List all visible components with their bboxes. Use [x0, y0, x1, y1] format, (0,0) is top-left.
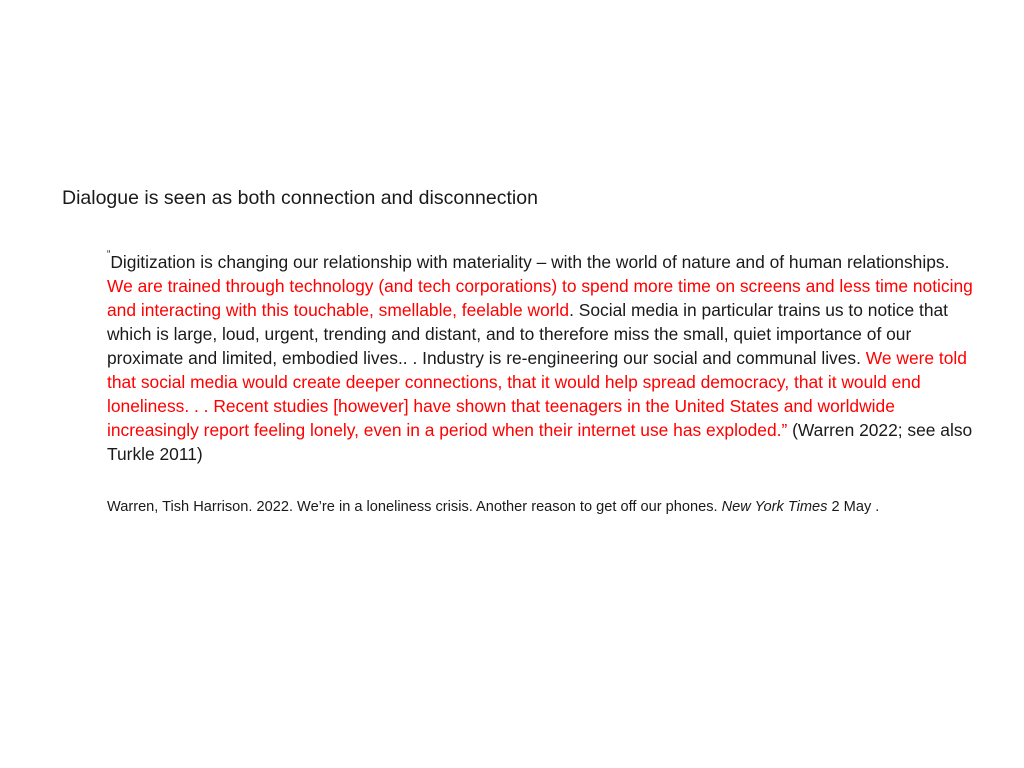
- quote-highlight-segment-1: We are trained through technology (and tech corporations) to spend more time on screens and less time noticing and interacting with this touchable, smellable, feelable world: [107, 276, 973, 320]
- quote-paragraph: [107, 250, 977, 466]
- citation-date: 2 May .: [827, 499, 880, 515]
- citation-journal: New York Times: [721, 499, 828, 515]
- quote-open-mark: “: [107, 249, 111, 260]
- quote-highlight-segment-2: We were told that social media would create deeper connections, that it would help spread democracy, that it would end loneliness. . . Recent studies [however] have shown that teenagers in the United States and worldwide increasingly report feeling lonely, even in a period when their internet use has exploded.”: [107, 348, 967, 440]
- citation-main: Warren, Tish Harrison. 2022. We’re in a loneliness crisis. Another reason to get off our phones.: [107, 499, 722, 515]
- quote-text-segment-1: Digitization is changing our relationship with materiality – with the world of nature and of human relationships.: [110, 252, 950, 272]
- quote-text-segment-2: . Social media in particular trains us to notice that which is large, loud, urgent, trending and distant, and to therefore miss the small, quiet importance of our proximate and limited, embodied lives.. . Industry is re-engineering our social and communal lives.: [107, 300, 949, 368]
- quote-source: (Warren 2022; see also Turkle 2011): [107, 420, 973, 464]
- reference-citation: [107, 497, 987, 517]
- slide-heading: Dialogue is seen as both connection and disconnection: [62, 187, 538, 209]
